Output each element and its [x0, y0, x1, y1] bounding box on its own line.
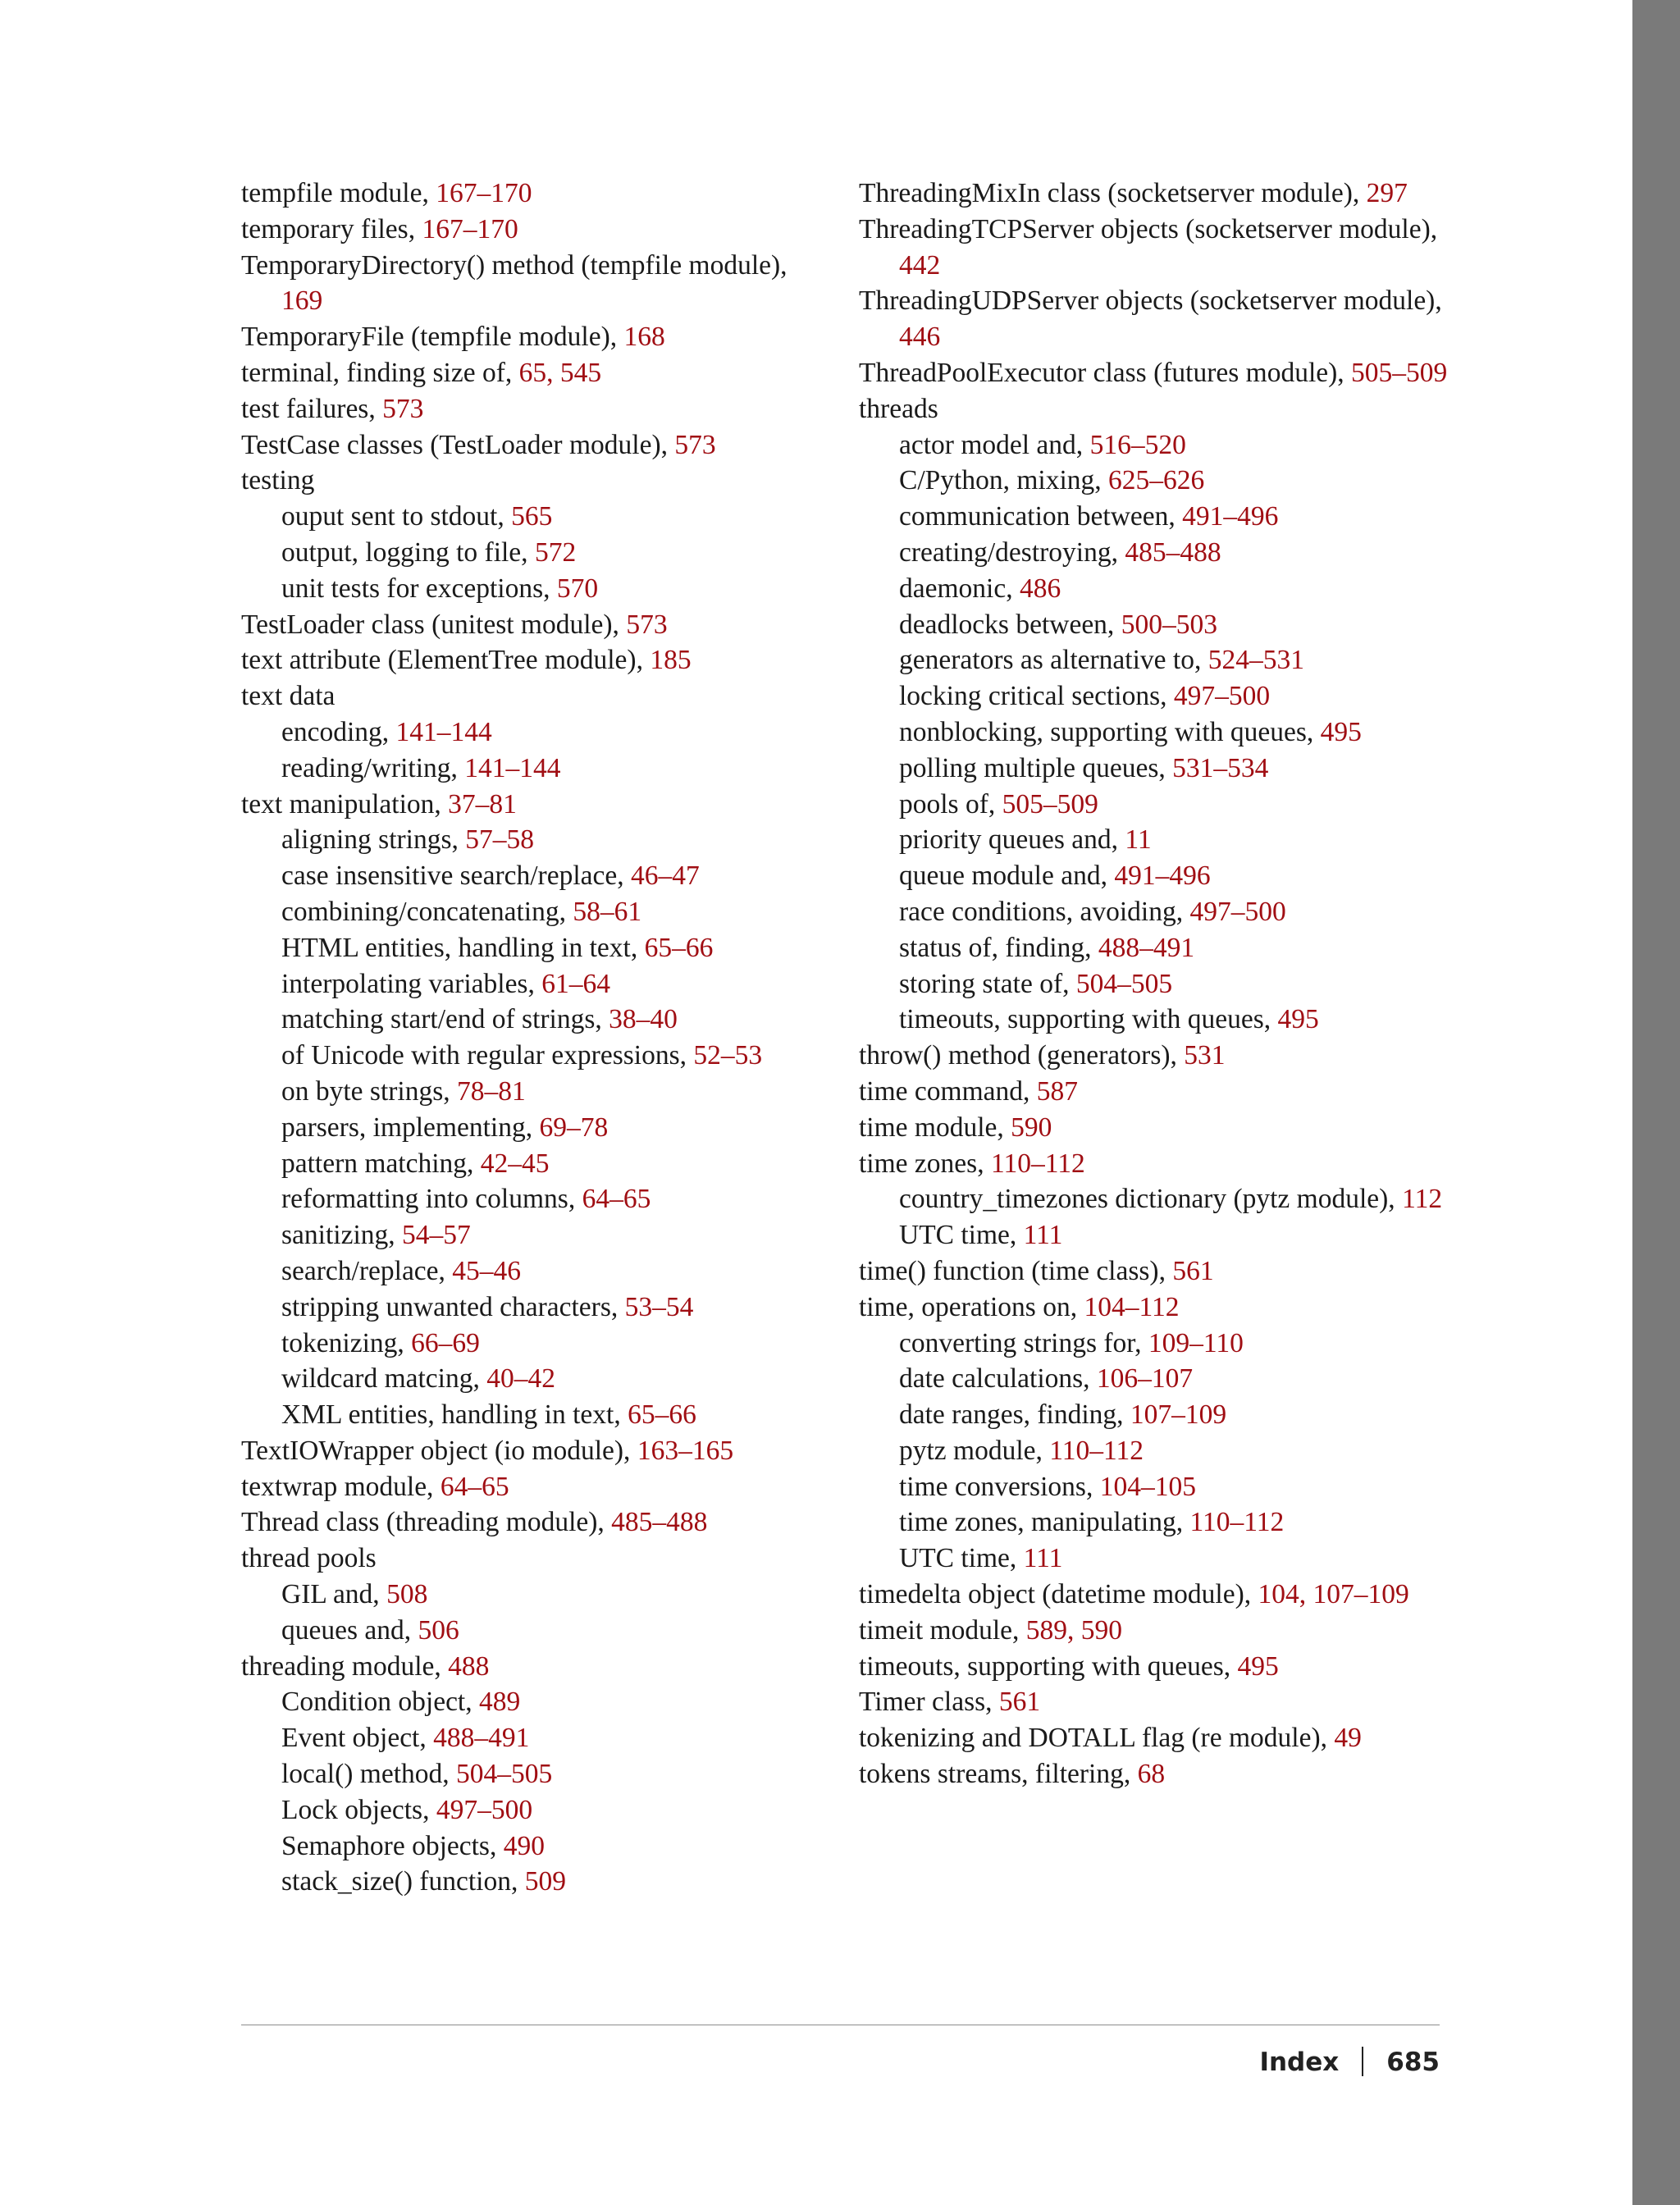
entry-term: timeit module,	[859, 1614, 1026, 1646]
page-reference[interactable]: 37–81	[448, 788, 517, 819]
page-reference[interactable]: 505–509	[1351, 357, 1448, 388]
index-entry	[859, 1684, 1449, 1720]
entry-term: terminal, finding size of,	[241, 357, 519, 388]
index-entry	[859, 1613, 1449, 1649]
page-reference[interactable]: 65–66	[628, 1399, 696, 1431]
page-reference[interactable]: 66–69	[411, 1327, 480, 1358]
entry-term: pools of,	[899, 788, 1002, 819]
index-entry	[241, 1469, 832, 1505]
page-reference[interactable]: 495	[1237, 1650, 1279, 1682]
index-subentry	[241, 1110, 832, 1146]
entry-term: tokenizing,	[281, 1327, 412, 1358]
entry-term: converting strings for,	[899, 1327, 1148, 1358]
page-reference[interactable]: 561	[1172, 1255, 1214, 1286]
index-entry	[241, 1433, 832, 1469]
index-entry	[859, 283, 1449, 355]
entry-term: Semaphore objects,	[281, 1830, 504, 1861]
entry-term: country_timezones dictionary (pytz module),	[899, 1184, 1403, 1215]
page-reference[interactable]: 107–109	[1130, 1399, 1227, 1431]
page-reference[interactable]: 497–500	[1189, 896, 1286, 927]
page-reference[interactable]: 104–105	[1099, 1471, 1196, 1502]
index-subentry	[859, 751, 1449, 787]
page-reference[interactable]: 504–505	[1075, 968, 1173, 999]
entry-term: test failures,	[241, 393, 383, 424]
page-reference[interactable]: 505–509	[1002, 788, 1098, 819]
page-reference[interactable]: 446	[899, 322, 941, 353]
index-entry	[241, 427, 832, 463]
index-entry	[241, 212, 832, 248]
index-subentry	[859, 1361, 1449, 1397]
index-entry	[859, 1720, 1449, 1756]
footer-page-number: 685	[1386, 2048, 1440, 2077]
index-entry	[859, 1577, 1449, 1613]
index-subentry	[859, 1326, 1449, 1362]
page-reference[interactable]: 167–170	[436, 178, 532, 208]
index-entry	[241, 319, 832, 355]
entry-term: actor model and,	[899, 429, 1090, 460]
page-reference[interactable]: 52–53	[693, 1040, 763, 1071]
entry-term: tokens streams, filtering,	[859, 1759, 1138, 1790]
index-entry	[859, 1146, 1449, 1182]
page-reference[interactable]: 167–170	[422, 213, 518, 244]
entry-term: GIL and,	[281, 1579, 387, 1610]
index-subentry	[241, 1074, 832, 1110]
entry-term: communication between,	[899, 501, 1183, 532]
index-subentry	[859, 499, 1449, 535]
index-entry	[241, 1649, 832, 1685]
page-reference[interactable]: 491–496	[1114, 861, 1211, 892]
entry-term: HTML entities, handling in text,	[281, 932, 645, 963]
index-subentry	[241, 1720, 832, 1756]
page-reference[interactable]: 104–112	[1084, 1291, 1180, 1322]
index-subentry	[859, 930, 1449, 966]
page-reference[interactable]: 500–503	[1121, 609, 1217, 640]
entry-term: stack_size() function,	[281, 1866, 525, 1897]
page-reference[interactable]: 508	[386, 1579, 428, 1610]
page-reference[interactable]: 40–42	[486, 1363, 555, 1395]
entry-term: threading module,	[241, 1650, 449, 1682]
page-reference[interactable]: 45–46	[452, 1255, 522, 1286]
page-reference[interactable]: 297	[1366, 178, 1408, 208]
entry-term: sanitizing,	[281, 1220, 403, 1251]
entry-term: threads	[859, 393, 938, 424]
entry-term: time zones, manipulating,	[899, 1507, 1190, 1538]
index-subentry	[241, 1002, 832, 1038]
entry-term: ThreadPoolExecutor class (futures module),	[859, 357, 1352, 388]
index-subentry	[859, 858, 1449, 894]
entry-term: reformatting into columns,	[281, 1184, 582, 1215]
entry-term: date ranges, finding,	[899, 1399, 1130, 1431]
page-reference[interactable]: 111	[1023, 1543, 1063, 1574]
page-reference[interactable]: 109–110	[1148, 1327, 1244, 1358]
index-entry	[241, 248, 832, 320]
page-reference[interactable]: 531–534	[1172, 752, 1269, 783]
page-reference[interactable]: 495	[1320, 716, 1362, 747]
page-reference[interactable]: 495	[1277, 1004, 1319, 1035]
index-subentry	[859, 571, 1449, 607]
index-column-right	[859, 176, 1449, 1792]
entry-term: TemporaryDirectory() method (tempfile module),	[241, 249, 788, 281]
page-reference[interactable]: 625–626	[1108, 465, 1205, 496]
page-reference[interactable]: 524–531	[1208, 645, 1304, 676]
index-subentry	[241, 1577, 832, 1613]
entry-term: time() function (time class),	[859, 1255, 1173, 1286]
page-reference[interactable]: 65, 545	[518, 357, 602, 388]
page-reference[interactable]: 488–491	[1098, 932, 1195, 963]
index-subentry	[241, 1792, 832, 1828]
page-reference[interactable]: 64–65	[440, 1471, 509, 1502]
index-entry	[241, 787, 832, 823]
page-reference[interactable]: 488	[448, 1650, 490, 1682]
index-subentry	[859, 714, 1449, 751]
entry-term: UTC time,	[899, 1543, 1024, 1574]
page-reference[interactable]: 485–488	[1125, 536, 1221, 568]
entry-term: local() method,	[281, 1759, 457, 1790]
page-reference[interactable]: 509	[524, 1866, 566, 1897]
page-footer	[1148, 2044, 1440, 2080]
entry-term: polling multiple queues,	[899, 752, 1173, 783]
entry-term: time module,	[859, 1112, 1011, 1143]
index-subentry	[241, 1397, 832, 1433]
index-subentry	[859, 787, 1449, 823]
entry-term: queue module and,	[899, 861, 1115, 892]
page-reference[interactable]: 78–81	[457, 1075, 526, 1107]
entry-term: of Unicode with regular expressions,	[281, 1040, 694, 1071]
page-reference[interactable]: 504–505	[456, 1759, 553, 1790]
entry-term: unit tests for exceptions,	[281, 573, 557, 604]
index-entry	[859, 212, 1449, 284]
page-reference[interactable]: 168	[623, 322, 665, 353]
page-reference[interactable]: 110–112	[990, 1148, 1085, 1179]
page-reference[interactable]: 163–165	[637, 1435, 734, 1466]
page-reference[interactable]: 57–58	[465, 824, 535, 856]
index-subentry	[859, 642, 1449, 678]
entry-term: timeouts, supporting with queues,	[859, 1650, 1238, 1682]
index-entry	[241, 607, 832, 643]
entry-term: thread pools	[241, 1543, 377, 1574]
entry-term: time zones,	[859, 1148, 991, 1179]
page-reference[interactable]: 42–45	[480, 1148, 550, 1179]
index-subentry	[241, 1361, 832, 1397]
index-subentry	[859, 678, 1449, 714]
page-reference[interactable]: 572	[534, 536, 577, 568]
entry-term: locking critical sections,	[899, 681, 1174, 712]
index-subentry	[859, 1541, 1449, 1577]
entry-term: tempfile module,	[241, 178, 436, 208]
index-subentry	[241, 1828, 832, 1865]
index-subentry	[859, 1217, 1449, 1253]
entry-term: Timer class,	[859, 1687, 999, 1718]
page-reference[interactable]: 65–66	[644, 932, 714, 963]
index-subentry	[241, 1038, 832, 1074]
index-subentry	[859, 822, 1449, 858]
index-subentry	[241, 751, 832, 787]
index-subentry	[859, 966, 1449, 1002]
entry-term: time command,	[859, 1075, 1037, 1107]
entry-term: parsers, implementing,	[281, 1112, 540, 1143]
entry-term: ThreadingTCPServer objects (socketserver module),	[859, 213, 1438, 244]
entry-term: TextIOWrapper object (io module),	[241, 1435, 637, 1466]
page-reference[interactable]: 490	[503, 1830, 545, 1861]
index-subentry	[241, 1326, 832, 1362]
index-subentry	[241, 1613, 832, 1649]
entry-term: search/replace,	[281, 1255, 453, 1286]
index-subentry	[241, 714, 832, 751]
page-reference[interactable]: 38–40	[609, 1004, 678, 1035]
entry-term: timedelta object (datetime module),	[859, 1579, 1258, 1610]
page-reference[interactable]: 104, 107–109	[1258, 1579, 1409, 1610]
entry-term: nonblocking, supporting with queues,	[899, 716, 1321, 747]
entry-term: ThreadingUDPServer objects (socketserver module),	[859, 285, 1442, 317]
index-subentry	[241, 1864, 832, 1900]
page-reference[interactable]: 69–78	[539, 1112, 609, 1143]
index-subentry	[859, 1469, 1449, 1505]
page-reference[interactable]: 497–500	[1173, 681, 1271, 712]
index-subentry	[241, 858, 832, 894]
index-subentry	[241, 966, 832, 1002]
index-entry	[859, 1074, 1449, 1110]
page-reference[interactable]: 46–47	[630, 861, 700, 892]
entry-term: UTC time,	[899, 1220, 1024, 1251]
entry-term: date calculations,	[899, 1363, 1097, 1395]
entry-term: case insensitive search/replace,	[281, 861, 631, 892]
entry-term: Thread class (threading module),	[241, 1507, 612, 1538]
page-reference[interactable]: 489	[479, 1687, 521, 1718]
footer-separator	[1362, 2047, 1363, 2076]
index-subentry	[241, 1290, 832, 1326]
entry-term: reading/writing,	[281, 752, 465, 783]
entry-term: priority queues and,	[899, 824, 1125, 856]
entry-term: storing state of,	[899, 968, 1076, 999]
index-subentry	[859, 535, 1449, 571]
page-reference[interactable]: 58–61	[573, 896, 642, 927]
index-subentry	[241, 1684, 832, 1720]
page-reference[interactable]: 68	[1137, 1759, 1166, 1790]
index-entry	[859, 355, 1449, 391]
entry-term: C/Python, mixing,	[899, 465, 1109, 496]
entry-term: daemonic,	[899, 573, 1020, 604]
page-reference[interactable]: 442	[899, 249, 941, 281]
page-reference[interactable]: 570	[556, 573, 599, 604]
entry-term: text attribute (ElementTree module),	[241, 645, 651, 676]
entry-term: TemporaryFile (tempfile module),	[241, 322, 624, 353]
index-subentry	[859, 427, 1449, 463]
entry-term: wildcard matcing,	[281, 1363, 487, 1395]
entry-term: pattern matching,	[281, 1148, 481, 1179]
entry-term: text manipulation,	[241, 788, 449, 819]
entry-term: pytz module,	[899, 1435, 1050, 1466]
entry-term: combining/concatenating,	[281, 896, 573, 927]
index-entry	[241, 678, 832, 714]
index-subentry	[241, 535, 832, 571]
index-entry	[241, 1541, 832, 1577]
index-entry	[241, 642, 832, 678]
page-reference[interactable]: 64–65	[582, 1184, 651, 1215]
index-entry	[241, 355, 832, 391]
index-subentry	[859, 607, 1449, 643]
page-reference[interactable]: 506	[418, 1614, 459, 1646]
page-reference[interactable]: 491–496	[1182, 501, 1279, 532]
page-reference[interactable]: 488–491	[433, 1723, 530, 1754]
page-reference[interactable]: 573	[674, 429, 716, 460]
index-subentry	[859, 894, 1449, 930]
entry-term: time conversions,	[899, 1471, 1100, 1502]
page-reference[interactable]: 485–488	[611, 1507, 708, 1538]
entry-term: temporary files,	[241, 213, 422, 244]
page-reference[interactable]: 49	[1334, 1723, 1362, 1754]
page-reference[interactable]: 561	[998, 1687, 1041, 1718]
index-subentry	[241, 1756, 832, 1792]
index-subentry	[241, 1146, 832, 1182]
page-reference[interactable]: 61–64	[541, 968, 610, 999]
index-subentry	[241, 571, 832, 607]
index-entry	[241, 463, 832, 499]
entry-term: Condition object,	[281, 1687, 479, 1718]
entry-term: timeouts, supporting with queues,	[899, 1004, 1278, 1035]
page-reference[interactable]: 110–112	[1189, 1507, 1285, 1538]
index-entry	[859, 1253, 1449, 1290]
index-entry	[859, 1110, 1449, 1146]
page-reference[interactable]: 497–500	[436, 1794, 533, 1825]
page-reference[interactable]: 573	[626, 609, 668, 640]
entry-term: textwrap module,	[241, 1471, 441, 1502]
entry-term: aligning strings,	[281, 824, 466, 856]
page-reference[interactable]: 590	[1011, 1112, 1052, 1143]
index-subentry	[859, 1397, 1449, 1433]
side-bar	[1632, 0, 1680, 2205]
index-subentry	[241, 930, 832, 966]
page-reference[interactable]: 110–112	[1049, 1435, 1144, 1466]
entry-term: tokenizing and DOTALL flag (re module),	[859, 1723, 1335, 1754]
index-entry	[859, 391, 1449, 427]
index-subentry	[859, 1181, 1449, 1217]
index-entry	[241, 1504, 832, 1541]
entry-term: creating/destroying,	[899, 536, 1125, 568]
page-reference[interactable]: 516–520	[1089, 429, 1186, 460]
entry-term: matching start/end of strings,	[281, 1004, 609, 1035]
page-reference[interactable]: 141–144	[395, 716, 492, 747]
entry-term: time, operations on,	[859, 1291, 1084, 1322]
entry-term: TestCase classes (TestLoader module),	[241, 429, 675, 460]
entry-term: Lock objects,	[281, 1794, 436, 1825]
page-reference[interactable]: 169	[281, 285, 323, 317]
page-reference[interactable]: 106–107	[1096, 1363, 1194, 1395]
page-reference[interactable]: 531	[1184, 1040, 1226, 1071]
page-reference[interactable]: 486	[1019, 573, 1061, 604]
entry-term: queues and,	[281, 1614, 418, 1646]
page-reference[interactable]: 587	[1036, 1075, 1079, 1107]
footer-section: Index	[1259, 2048, 1340, 2077]
page-reference[interactable]: 141–144	[464, 752, 561, 783]
index-entry	[859, 1038, 1449, 1074]
page-reference[interactable]: 573	[382, 393, 424, 424]
index-subentry	[859, 463, 1449, 499]
page-reference[interactable]: 112	[1402, 1184, 1443, 1215]
entry-term: on byte strings,	[281, 1075, 458, 1107]
entry-term: status of, finding,	[899, 932, 1098, 963]
page-reference[interactable]: 111	[1023, 1220, 1063, 1251]
entry-term: XML entities, handling in text,	[281, 1399, 628, 1431]
page-reference[interactable]: 185	[650, 645, 692, 676]
page-reference[interactable]: 11	[1125, 824, 1152, 856]
entry-term: race conditions, avoiding,	[899, 896, 1190, 927]
index-subentry	[859, 1433, 1449, 1469]
index-entry	[859, 176, 1449, 212]
index-entry	[859, 1290, 1449, 1326]
index-entry	[241, 176, 832, 212]
entry-term: deadlocks between,	[899, 609, 1121, 640]
index-subentry	[859, 1002, 1449, 1038]
index-column-left	[241, 176, 832, 1900]
index-subentry	[241, 894, 832, 930]
index-entry	[859, 1649, 1449, 1685]
index-subentry	[241, 1181, 832, 1217]
entry-term: Event object,	[281, 1723, 434, 1754]
entry-term: ouput sent to stdout,	[281, 501, 512, 532]
index-subentry	[241, 1217, 832, 1253]
index-entry	[859, 1756, 1449, 1792]
entry-term: output, logging to file,	[281, 536, 535, 568]
page-reference[interactable]: 589, 590	[1025, 1614, 1123, 1646]
entry-term: testing	[241, 465, 315, 496]
entry-term: throw() method (generators),	[859, 1040, 1185, 1071]
index-subentry	[859, 1504, 1449, 1541]
entry-term: encoding,	[281, 716, 396, 747]
index-subentry	[241, 822, 832, 858]
index-subentry	[241, 1253, 832, 1290]
entry-term: text data	[241, 681, 336, 712]
entry-term: TestLoader class (unitest module),	[241, 609, 627, 640]
page-reference[interactable]: 53–54	[624, 1291, 694, 1322]
page-reference[interactable]: 54–57	[402, 1220, 471, 1251]
entry-term: stripping unwanted characters,	[281, 1291, 625, 1322]
index-subentry	[241, 499, 832, 535]
entry-term: interpolating variables,	[281, 968, 542, 999]
entry-term: generators as alternative to,	[899, 645, 1208, 676]
entry-term: ThreadingMixIn class (socketserver module),	[859, 178, 1367, 208]
page-reference[interactable]: 565	[511, 501, 553, 532]
index-entry	[241, 391, 832, 427]
